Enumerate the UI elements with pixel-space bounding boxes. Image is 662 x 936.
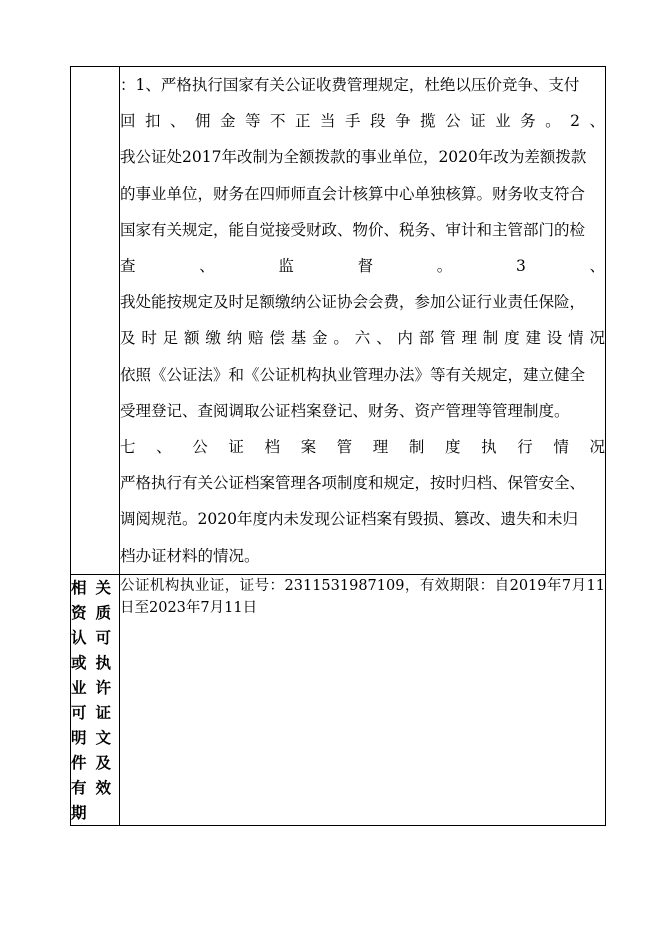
narrative-line: 受理登记、查阅调取公证档案登记、财务、资产管理等管理制度。 [120,401,570,420]
narrative-line: 我公证处2017年改制为全额拨款的事业单位，2020年改为差额拨款 [120,148,587,167]
table-body [71,67,606,826]
narrative-line: 七、公证档案管理制度执行情况 [120,438,605,457]
row-label-cell-narrative [71,67,120,575]
narrative-line: 依照《公证法》和《公证机构执业管理办法》等有关规定，建立健全 [120,365,586,384]
row-content-cell-narrative [120,67,606,575]
narrative-line: 查、监督。3、 [120,257,605,276]
row-label-cell-qualification [71,574,120,825]
narrative-line: 严格执行有关公证档案管理各项制度和规定，按时归档、保管安全、 [120,474,586,493]
narrative-line: 国家有关规定，能自觉接受财政、物价、税务、审计和主管部门的检 [120,220,586,239]
table-row [71,67,606,575]
row-content-cell-qualification [120,574,606,825]
narrative-line: 调阅规范。2020年度内未发现公证档案有毁损、篡改、遗失和未归 [120,510,578,529]
narrative-line: 回扣、佣金等不正当手段争揽公证业务。2、 [120,112,605,131]
certificate-text: 公证机构执业证，证号：2311531987109，有效期限：自2019年7月11日至2023年7月11日 [120,577,605,616]
narrative-line: 档办证材料的情况。 [120,546,260,565]
narrative-line: 及时足额缴纳赔偿基金。六、内部管理制度建设情况 [120,329,605,348]
row-label-text: 相关资质认可或执业许可证明文件及有效期 [71,577,111,822]
annual-report-table [70,66,606,826]
table-row [71,574,606,825]
narrative-line: 我处能按规定及时足额缴纳公证协会会费，参加公证行业责任保险， [120,293,586,312]
narrative-paragraph [120,67,605,574]
narrative-line: 的事业单位，财务在四师师直会计核算中心单独核算。财务收支符合 [120,184,586,203]
narrative-line: ：1、严格执行国家有关公证收费管理规定，杜绝以压价竞争、支付 [120,76,580,94]
